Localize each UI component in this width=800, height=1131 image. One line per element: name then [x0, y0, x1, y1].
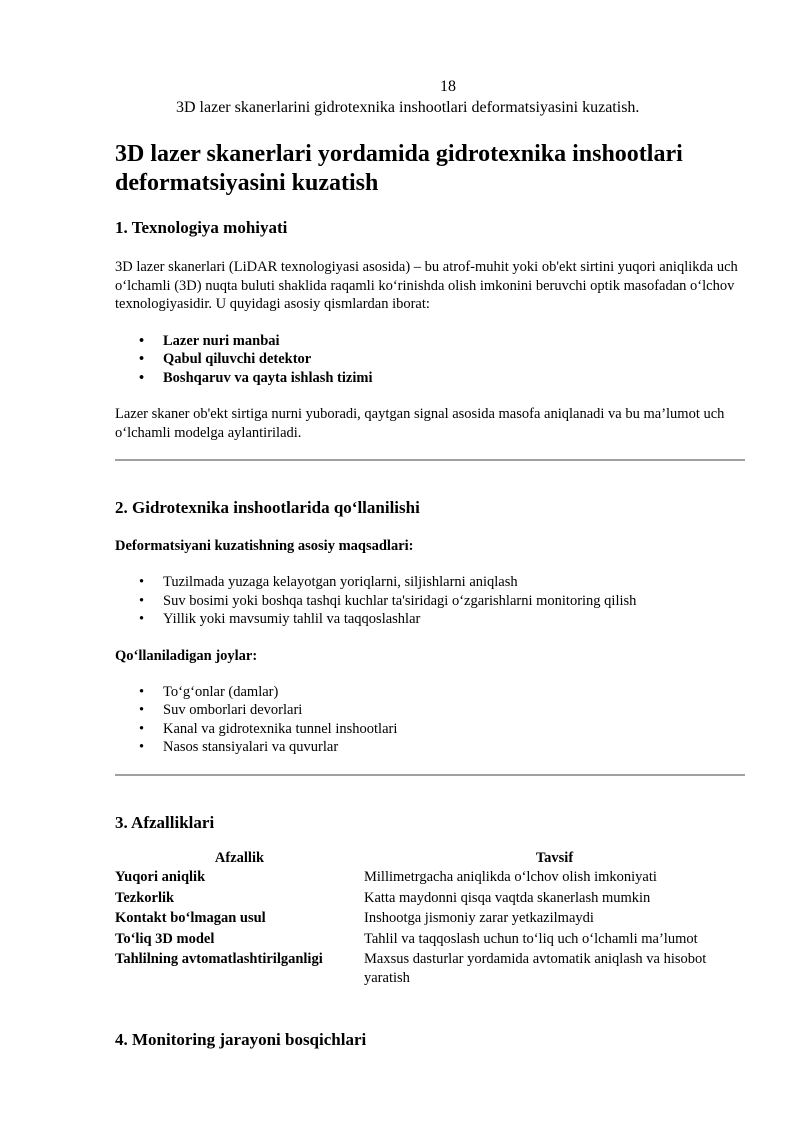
advantage-cell: Tahlilning avtomatlashtirilganligi — [115, 951, 323, 967]
places-subheading: Qo‘llaniladigan joylar: — [115, 647, 258, 664]
places-list — [115, 683, 745, 757]
table-row — [115, 889, 745, 910]
table-row — [115, 909, 745, 930]
advantage-cell: Kontakt bo‘lmagan usul — [115, 910, 266, 926]
page-number: 18 — [440, 78, 456, 95]
components-list — [115, 332, 745, 388]
description-cell: Millimetrgacha aniqlikda o‘lchov olish imkoniyati — [364, 869, 657, 885]
section-4-heading: 4. Monitoring jarayoni bosqichlari — [115, 1030, 367, 1049]
document-body — [115, 140, 745, 1051]
table-row — [115, 868, 745, 889]
section-divider — [115, 459, 745, 461]
bullet-icon: • — [139, 592, 145, 609]
table-header-row — [115, 849, 745, 869]
description-cell: Inshootga jismoniy zarar yetkazilmaydi — [364, 910, 594, 926]
section-1-intro: 3D lazer skanerlari (LiDAR texnologiyasi asosida) – bu atrof-muhit yoki ob'ekt sirtini yuqori aniqlikda uch o‘lchamli (3D) nuqta buluti shaklida raqamli ko‘rinishda olish imkonini beruvchi optik masofadan o‘lchov texnologiyasidir. U quyidagi asosiy qismlardan iborat: — [115, 259, 738, 312]
list-item: • Boshqaruv va qayta ishlash tizimi — [139, 369, 373, 386]
table-row — [115, 950, 745, 989]
list-item: • Kanal va gidrotexnika tunnel inshootlari — [139, 720, 398, 737]
description-cell: Maxsus dasturlar yordamida avtomatik aniqlash va hisobot yaratish — [364, 951, 707, 986]
column-header-advantage: Afzallik — [214, 849, 265, 866]
advantage-cell: Tezkorlik — [115, 889, 175, 906]
description-cell: Katta maydonni qisqa vaqtda skanerlash mumkin — [364, 889, 651, 906]
list-item: • To‘g‘onlar (damlar) — [139, 683, 279, 700]
advantage-cell: Yuqori aniqlik — [115, 869, 206, 885]
list-item: • Lazer nuri manbai — [139, 332, 280, 349]
advantage-cell: To‘liq 3D model — [115, 930, 215, 947]
bullet-icon: • — [139, 611, 145, 627]
section-1-heading: 1. Texnologiya mohiyati — [115, 218, 288, 237]
advantages-table — [115, 849, 745, 990]
list-item: • Qabul qiluvchi detektor — [139, 351, 312, 367]
bullet-icon: • — [139, 574, 145, 590]
table-row — [115, 930, 745, 951]
list-item: • Tuzilmada yuzaga kelayotgan yoriqlarni, siljishlarni aniqlash — [139, 574, 518, 590]
bullet-icon: • — [139, 369, 145, 386]
list-item: • Suv bosimi yoki boshqa tashqi kuchlar ta'siridagi o‘zgarishlarni monitoring qilish — [139, 592, 637, 609]
description-cell: Tahlil va taqqoslash uchun to‘liq uch o‘lchamli ma’lumot — [364, 930, 698, 947]
bullet-icon: • — [139, 720, 145, 737]
document-title: 3D lazer skanerlari yordamida gidrotexnika inshootlari deformatsiyasini kuzatish — [115, 141, 683, 196]
section-divider — [115, 774, 745, 776]
list-item: • Yillik yoki mavsumiy tahlil va taqqoslashlar — [139, 611, 421, 627]
bullet-icon: • — [139, 739, 145, 755]
bullet-icon: • — [139, 702, 145, 718]
bullet-icon: • — [139, 351, 145, 367]
bullet-icon: • — [139, 683, 145, 700]
goals-list — [115, 573, 745, 629]
section-1-outro: Lazer skaner ob'ekt sirtiga nurni yuboradi, qaytgan signal asosida masofa aniqlanadi va bu ma’lumot uch o‘lchamli modelga aylantiriladi. — [115, 406, 725, 441]
running-header: 3D lazer skanerlarini gidrotexnika inshootlari deformatsiyasini kuzatish. — [176, 99, 640, 116]
column-header-description: Tavsif — [535, 849, 574, 866]
list-item: • Suv omborlari devorlari — [139, 702, 303, 718]
bullet-icon: • — [139, 332, 145, 349]
goals-subheading: Deformatsiyani kuzatishning asosiy maqsadlari: — [115, 538, 414, 554]
section-3-heading: 3. Afzalliklari — [115, 812, 215, 832]
list-item: • Nasos stansiyalari va quvurlar — [139, 739, 339, 755]
section-2-heading: 2. Gidrotexnika inshootlarida qo‘llanilishi — [115, 498, 420, 517]
